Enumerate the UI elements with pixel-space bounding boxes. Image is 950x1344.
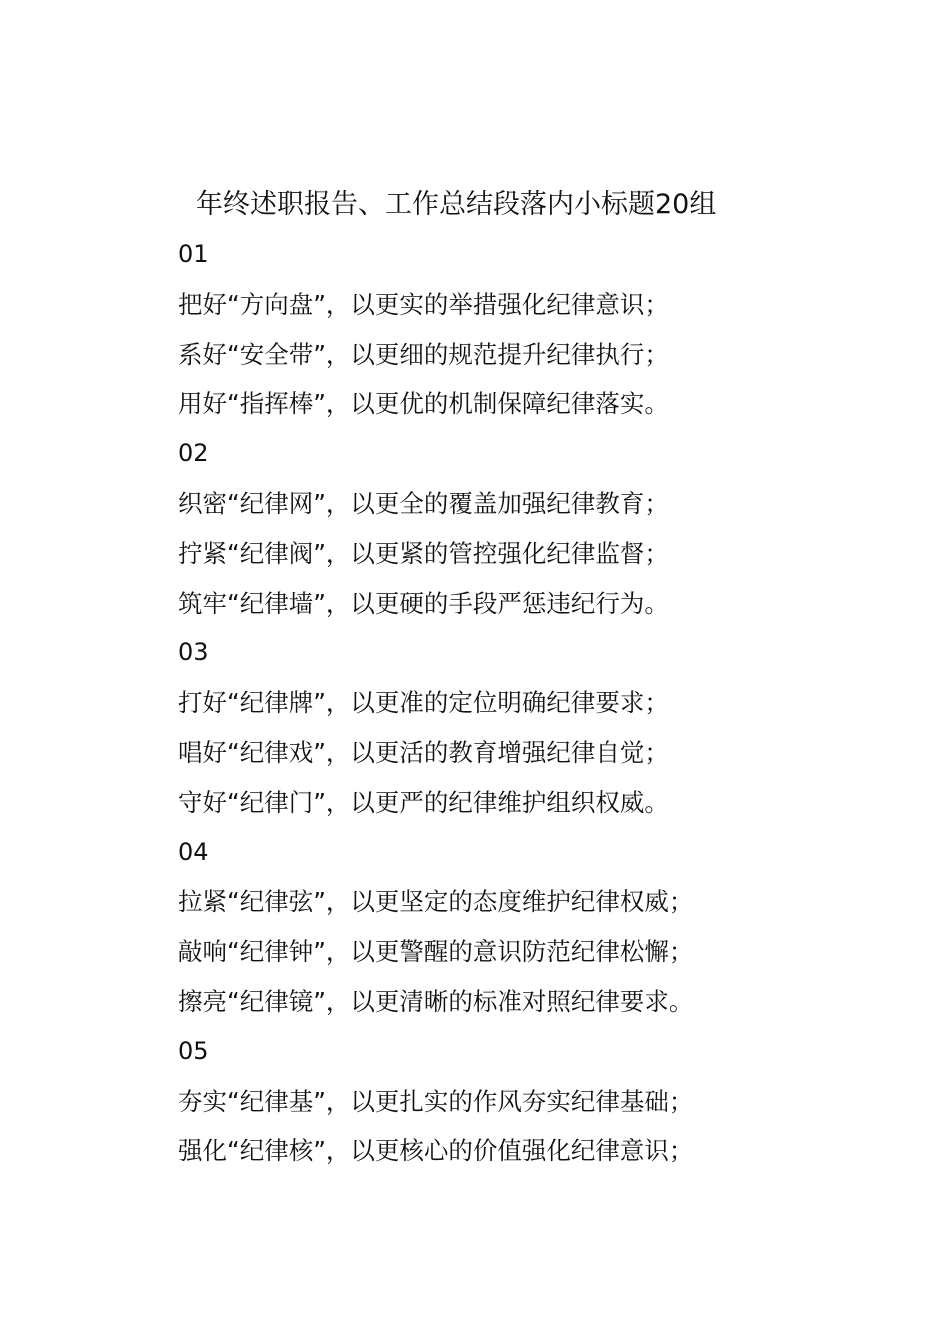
section-number: 02 bbox=[178, 439, 209, 468]
subtitle-line: 织密“纪律网”，以更全的覆盖加强纪律教育； bbox=[178, 488, 669, 518]
subtitle-line: 系好“安全带”，以更细的规范提升纪律执行； bbox=[178, 339, 669, 369]
section-number: 05 bbox=[178, 1036, 209, 1065]
subtitle-line: 敲响“纪律钟”，以更警醒的意识防范纪律松懈； bbox=[178, 937, 694, 967]
subtitle-line: 筑牢“纪律墙”，以更硬的手段严惩违纪行为。 bbox=[178, 588, 669, 618]
document-body bbox=[178, 230, 898, 1176]
document-title: 年终述职报告、工作总结段落内小标题20组 bbox=[196, 189, 717, 220]
subtitle-line: 拧紧“纪律阀”，以更紧的管控强化纪律监督； bbox=[178, 538, 669, 568]
subtitle-line: 守好“纪律门”，以更严的纪律维护组织权威。 bbox=[178, 787, 669, 817]
subtitle-line: 拉紧“纪律弦”，以更坚定的态度维护纪律权威； bbox=[178, 887, 694, 917]
section-number: 03 bbox=[178, 638, 209, 667]
subtitle-line: 打好“纪律牌”，以更准的定位明确纪律要求； bbox=[178, 688, 669, 718]
subtitle-line: 擦亮“纪律镜”，以更清晰的标准对照纪律要求。 bbox=[178, 986, 694, 1016]
section-number: 04 bbox=[178, 837, 209, 866]
section-number: 01 bbox=[178, 240, 209, 268]
subtitle-line: 用好“指挥棒”，以更优的机制保障纪律落实。 bbox=[178, 389, 669, 419]
subtitle-line: 唱好“纪律戏”，以更活的教育增强纪律自觉； bbox=[178, 737, 669, 767]
subtitle-line: 强化“纪律核”，以更核心的价值强化纪律意识； bbox=[178, 1136, 694, 1166]
subtitle-line: 把好“方向盘”，以更实的举措强化纪律意识； bbox=[178, 289, 669, 319]
subtitle-line: 夯实“纪律基”，以更扎实的作风夯实纪律基础； bbox=[178, 1086, 694, 1116]
